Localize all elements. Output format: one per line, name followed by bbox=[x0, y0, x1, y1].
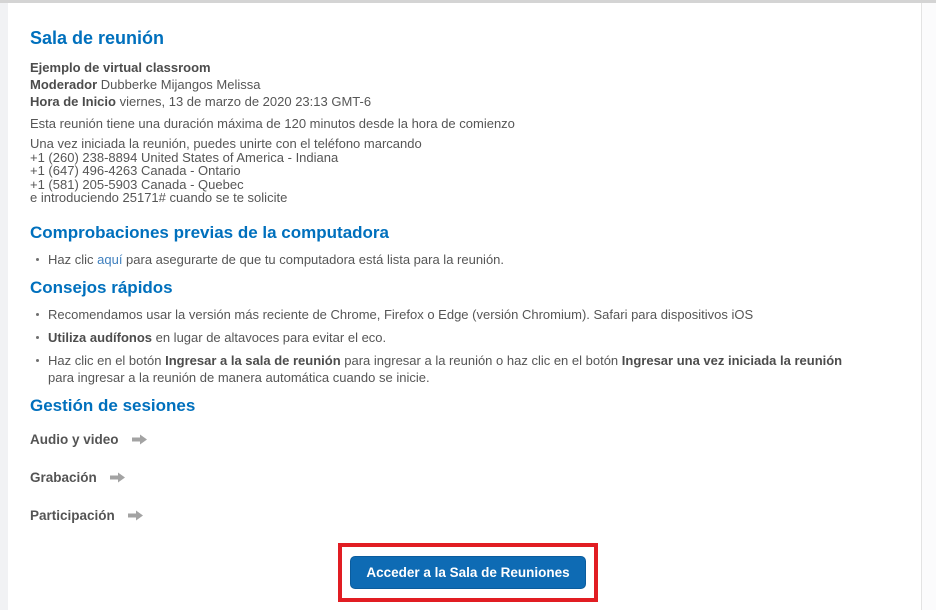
arrow-right-icon bbox=[131, 433, 148, 446]
footer-actions bbox=[0, 543, 936, 602]
dial-in-pin-note: e introduciendo 25171# cuando se te solicite bbox=[30, 190, 288, 205]
dial-in-intro: Una vez iniciada la reunión, puedes unirte con el teléfono marcando bbox=[30, 136, 422, 151]
session-item-label: Audio y video bbox=[30, 431, 119, 447]
session-item-participation[interactable] bbox=[30, 508, 144, 523]
tips-section bbox=[30, 278, 860, 386]
session-management-title: Gestión de sesiones bbox=[30, 395, 196, 415]
precheck-link[interactable]: aquí bbox=[97, 251, 123, 267]
precheck-title: Comprobaciones previas de la computadora bbox=[30, 222, 389, 242]
page-left-gutter bbox=[0, 3, 8, 610]
page-title: Sala de reunión bbox=[30, 28, 165, 48]
meeting-duration-note: Esta reunión tiene una duración máxima de 120 minutos desde la hora de comienzo bbox=[30, 116, 515, 131]
arrow-right-icon bbox=[127, 509, 144, 522]
session-item-recording[interactable] bbox=[30, 470, 126, 485]
session-item-label: Grabación bbox=[30, 469, 97, 485]
meeting-name: Ejemplo de virtual classroom bbox=[30, 60, 211, 75]
session-management-section bbox=[30, 396, 860, 523]
tip-item: Haz clic en el botón Ingresar a la sala de reunión para ingresar a la reunión o haz clic en el botón Ingresar una vez iniciada la reunión para ingresar a la reunión de manera automática cuando se inicie. bbox=[30, 352, 860, 386]
join-meeting-button[interactable]: Acceder a la Sala de Reuniones bbox=[350, 556, 585, 589]
dial-in-info bbox=[30, 137, 860, 205]
dial-in-number: +1 (581) 205-5903 Canada - Quebec bbox=[30, 176, 244, 192]
session-item-audio-video[interactable] bbox=[30, 432, 148, 447]
tip-item: Utiliza audífonos en lugar de altavoces para evitar el eco. bbox=[30, 329, 860, 346]
page-top-border bbox=[0, 0, 936, 3]
annotation-highlight bbox=[338, 543, 597, 602]
tips-title: Consejos rápidos bbox=[30, 277, 173, 297]
session-item-label: Participación bbox=[30, 507, 115, 523]
arrow-right-icon bbox=[109, 471, 126, 484]
dial-in-number: +1 (260) 238-8894 United States of America - Indiana bbox=[30, 149, 339, 165]
meeting-info bbox=[30, 59, 860, 110]
tip-item: Recomendamos usar la versión más reciente de Chrome, Firefox o Edge (versión Chromium). Safari para dispositivos iOS bbox=[30, 306, 860, 323]
meeting-moderator: Moderador Dubberke Mijangos Melissa bbox=[30, 77, 261, 92]
meeting-start-time: Hora de Inicio viernes, 13 de marzo de 2020 23:13 GMT-6 bbox=[30, 94, 372, 109]
page-right-gutter bbox=[921, 3, 936, 610]
precheck-section bbox=[30, 223, 860, 268]
dial-in-number: +1 (647) 496-4263 Canada - Ontario bbox=[30, 163, 241, 178]
precheck-bullet: Haz clic aquí para asegurarte de que tu computadora está lista para la reunión. bbox=[30, 251, 860, 268]
